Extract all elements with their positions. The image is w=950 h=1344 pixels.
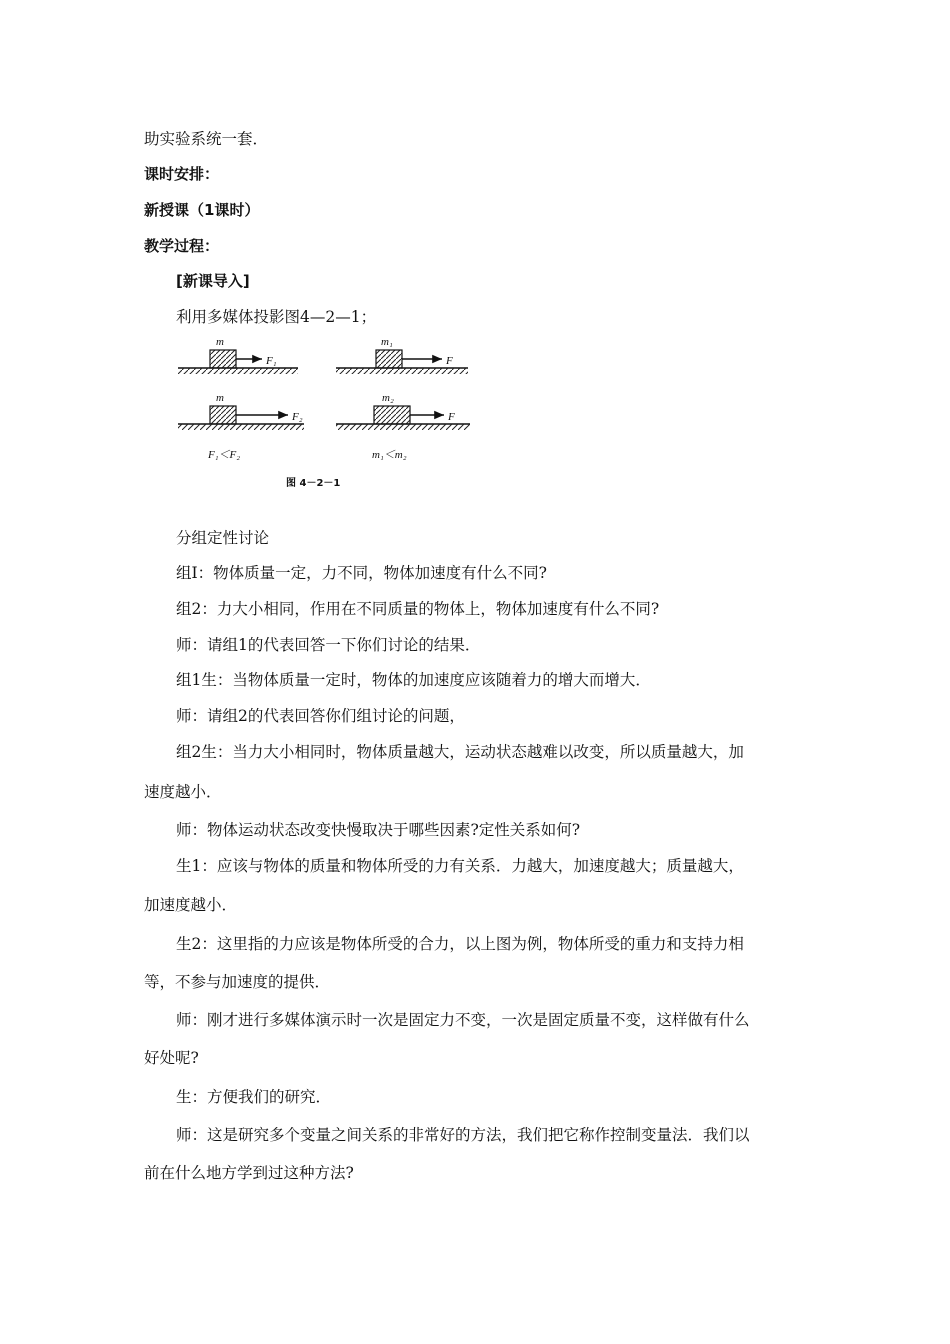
text-line: 分组定性讨论	[176, 529, 270, 547]
panel-bottom-left	[178, 392, 304, 430]
text-line: 组Ⅰ：物体质量一定，力不同，物体加速度有什么不同?	[176, 564, 547, 582]
condition-m1-less-m2: m₁＜m₂	[372, 449, 407, 461]
text-line: 师：这是研究多个变量之间关系的非常好的方法，我们把它称作控制变量法．我们以	[176, 1126, 750, 1144]
text-line: 师：请组2的代表回答你们组讨论的问题，	[176, 707, 465, 725]
text-line-projection: 利用多媒体投影图4—2—1；	[176, 308, 377, 326]
heading-schedule: 课时安排：	[144, 165, 220, 183]
heading-teaching-process: 教学过程：	[144, 237, 220, 255]
block-m1	[376, 350, 402, 368]
label-f: F	[446, 355, 453, 367]
panel-bottom-right	[336, 392, 470, 430]
ground-hatch	[178, 368, 298, 374]
figure-svg	[176, 334, 496, 506]
text-line: 生2：这里指的力应该是物体所受的合力，以上图为例，物体所受的重力和支持力相	[176, 935, 744, 953]
label-f: F	[448, 411, 455, 423]
panel-top-left	[178, 336, 298, 374]
text-line: 师：请组1的代表回答一下你们讨论的结果．	[176, 636, 481, 654]
text-line: 组2生：当力大小相同时，物体质量越大，运动状态越难以改变，所以质量越大，加	[176, 743, 744, 761]
label-m2: m₂	[382, 392, 394, 404]
text-line: 速度越小．	[144, 783, 222, 801]
block-m2	[374, 406, 410, 424]
text-line: 前在什么地方学到过这种方法?	[144, 1164, 354, 1182]
ground-hatch	[336, 424, 470, 430]
ground-hatch	[336, 368, 468, 374]
text-line: 组2：力大小相同，作用在不同质量的物体上，物体加速度有什么不同?	[176, 600, 660, 618]
block-m	[210, 406, 236, 424]
text-line: 生1：应该与物体的质量和物体所受的力有关系．力越大，加速度越大；质量越大，	[176, 857, 744, 875]
label-f2: F₂	[292, 411, 303, 423]
condition-f1-less-f2: F₁＜F₂	[208, 449, 241, 461]
block-m	[210, 350, 236, 368]
text-line: 组1生：当物体质量一定时，物体的加速度应该随着力的增大而增大．	[176, 671, 651, 689]
text-line: 师：物体运动状态改变快慢取决于哪些因素?定性关系如何?	[176, 821, 581, 839]
label-m: m	[216, 336, 224, 348]
heading-new-lesson: 新授课（1课时）	[144, 201, 260, 219]
figure-caption: 图 4－2－1	[286, 478, 341, 489]
label-m: m	[216, 392, 224, 404]
figure-force-mass-diagram	[176, 334, 496, 506]
heading-introduction: [新课导入]	[176, 272, 250, 290]
text-line: 生：方便我们的研究．	[176, 1088, 332, 1106]
text-line: 等，不参与加速度的提供．	[144, 973, 331, 991]
text-line: 加速度越小．	[144, 896, 238, 914]
panel-top-right	[336, 336, 468, 374]
text-line: 好处呢?	[144, 1049, 199, 1067]
ground-hatch	[178, 424, 304, 430]
label-m1: m₁	[381, 336, 393, 348]
text-line: 师：刚才进行多媒体演示时一次是固定力不变，一次是固定质量不变，这样做有什么	[176, 1011, 750, 1029]
text-line-equipment: 助实验系统一套．	[144, 130, 269, 148]
label-f1: F₁	[266, 355, 277, 367]
